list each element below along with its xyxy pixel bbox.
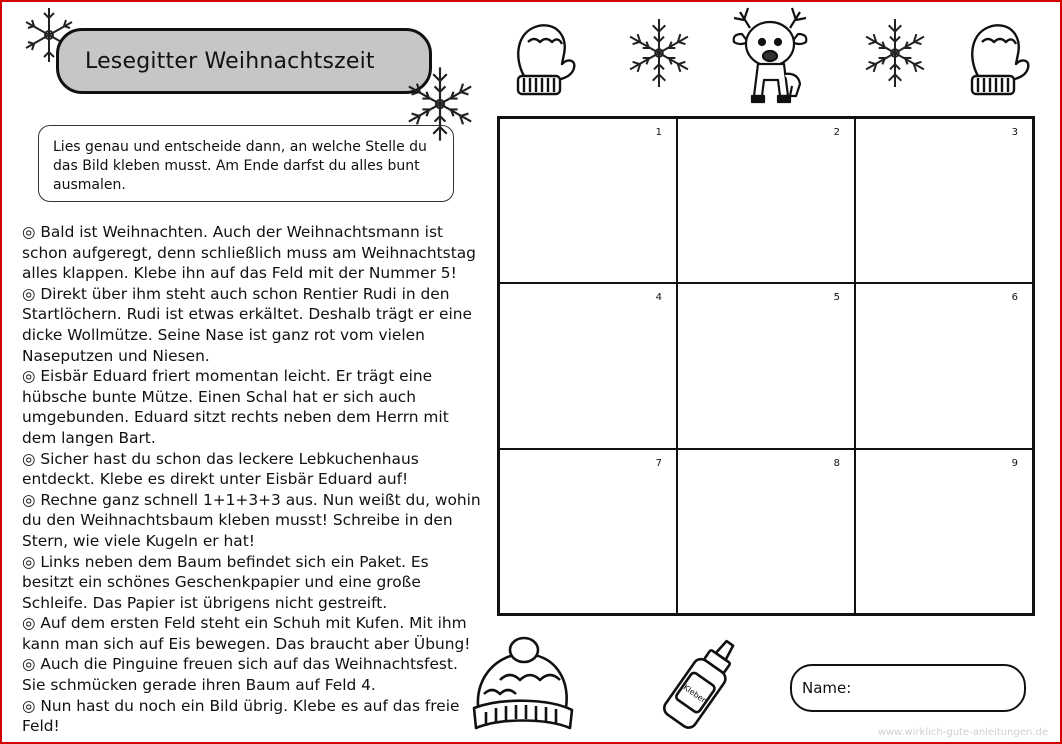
cell-number: 4: [655, 292, 662, 304]
grid-cell[interactable]: [855, 449, 1033, 614]
mitten-icon: [508, 18, 580, 98]
beanie-hat-icon: [470, 632, 578, 740]
cell-number: 6: [1011, 292, 1018, 304]
glue-label: Kleber: [681, 682, 708, 705]
grid-cell[interactable]: [499, 118, 677, 283]
cell-number: 8: [833, 457, 840, 469]
name-field[interactable]: [790, 664, 1026, 712]
grid-cell[interactable]: [855, 118, 1033, 283]
grid-cell[interactable]: [499, 449, 677, 614]
instructions-box: [38, 125, 454, 202]
name-label: Name:: [802, 679, 852, 697]
snowflake-icon: [856, 14, 934, 92]
page-title: Lesegitter Weihnachtszeit: [56, 28, 432, 94]
cell-number: 3: [1011, 127, 1018, 138]
grid-cell[interactable]: [677, 449, 855, 614]
mitten-icon: [962, 18, 1034, 98]
glue-bottle-icon: [652, 632, 748, 740]
grid-cell[interactable]: [855, 283, 1033, 448]
watermark: www.wirklich-gute-anleitungen.de: [877, 727, 1048, 738]
grid-cell[interactable]: [677, 118, 855, 283]
cell-number: 7: [655, 457, 662, 469]
reading-grid: [497, 116, 1035, 616]
snowflake-icon: [620, 14, 698, 92]
story-text: ◎ Bald ist Weihnachten. Auch der Weihnachtsmann ist schon aufgeregt, denn schließlich muss am Weihnachtstag alles klappen. Klebe ihn auf das Feld mit der Nummer 5! ◎ Direkt über ihm steht auch schon Rentier Rudi in den Startlöchern. Rudi ist etwas erkältet. Deshalb trägt er eine dicke Wollmütze. Seine Nase ist ganz rot vom vielen Naseputzen und Niesen. ◎ Eisbär Eduard friert momentan leicht. Er trägt eine hübsche bunte Mütze. Einen Schal hat er sich auch umgebunden. Eduard sitzt rechts neben dem Herrn mit dem langen Bart. ◎ Sicher hast du schon das leckere Lebkuchenhaus entdeckt. Klebe es direkt unter Eisbär Eduard auf! ◎ Rechne ganz schnell 1+1+3+3 aus. Nun weißt du, wohin du den Weihnachtsbaum kleben musst! Schreibe in den Stern, wie viele Kugeln er hat! ◎ Links neben dem Baum befindet sich ein Paket. Es besitzt ein schönes Geschenkpapier und eine große Schleife. Das Papier ist übrigens nicht gestreift. ◎ Auf dem ersten Feld steht ein Schuh mit Kufen. Mit ihm kann man sich auf Eis bewegen. Das braucht aber Übung! ◎ Auch die Pinguine freuen sich auf das Weihnachtsfest. Sie schmücken gerade ihren Baum auf Feld 4. ◎ Nun hast du noch ein Bild übrig. Klebe es auf das freie Feld!: [22, 223, 481, 736]
cell-number: 9: [1011, 457, 1018, 469]
cell-number: 1: [655, 127, 662, 138]
grid-cell[interactable]: [499, 283, 677, 448]
cell-number: 2: [833, 127, 840, 138]
cell-number: 5: [833, 292, 840, 304]
reindeer-icon: [728, 4, 814, 108]
instructions-text: Lies genau und entscheide dann, an welche Stelle du das Bild kleben musst. Am Ende darfst du alles bunt ausmalen.: [53, 139, 427, 193]
grid-cell[interactable]: [677, 283, 855, 448]
